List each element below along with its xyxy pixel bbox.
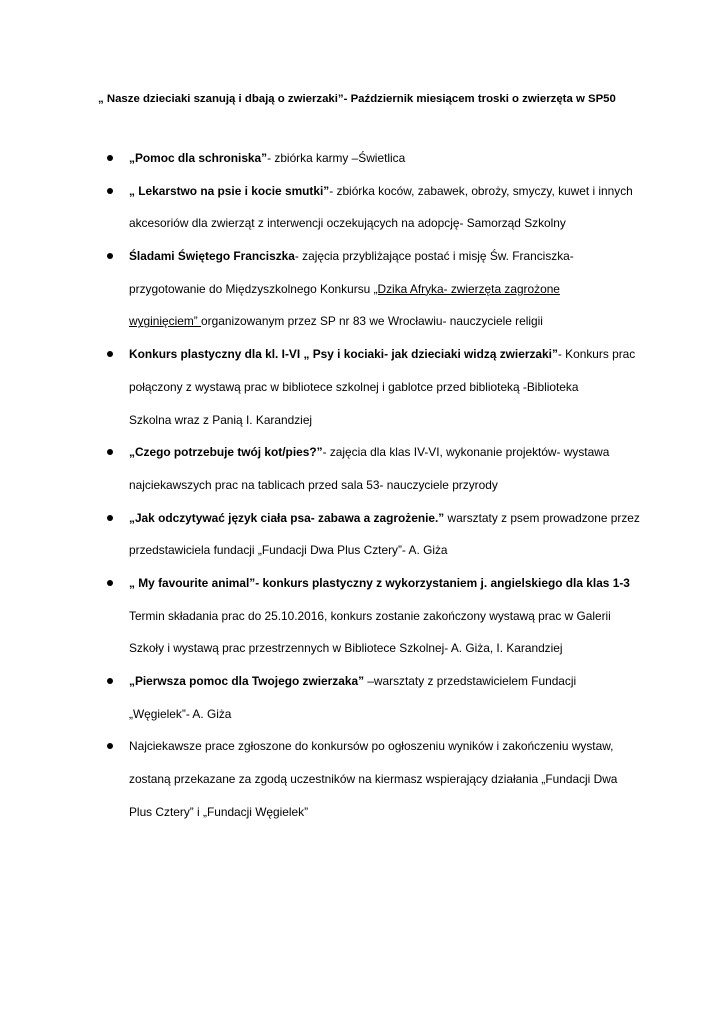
list-item-line xyxy=(129,279,649,312)
item-text: organizowanym przez SP nr 83 we Wrocławiu- nauczyciele religii xyxy=(201,314,543,329)
page-title: „ Nasze dzieciaki szanują i dbają o zwierzaki”- Październik miesiącem troski o zwierzęta w SP50 xyxy=(98,93,616,105)
item-text: - Konkurs prac xyxy=(557,347,636,362)
list-item-line xyxy=(129,148,649,181)
list-item-line xyxy=(129,442,649,475)
list-item-line: Szkolna wraz z Panią I. Karandziej xyxy=(129,412,313,427)
list-item-line: akcesoriów dla zwierząt z interwencji oczekujących na adopcję- Samorząd Szkolny xyxy=(129,216,566,231)
list-item-line: Szkoły i wystawą prac przestrzennych w Bibliotece Szkolnej- A. Giża, I. Karandziej xyxy=(129,641,563,656)
list-item-line: przedstawiciela fundacji „Fundacji Dwa Plus Cztery”- A. Giża xyxy=(129,543,448,558)
item-text: przygotowanie do Międzyszkolnego Konkursu xyxy=(129,281,374,296)
bullet-icon xyxy=(107,351,113,357)
list-item-line: zostaną przekazane za zgodą uczestników na kiermasz wspierający działania „Fundacji Dwa xyxy=(129,772,618,787)
list-item-line: najciekawszych prac na tablicach przed sala 53- nauczyciele przyrody xyxy=(129,477,498,492)
bullet-icon xyxy=(107,188,113,194)
item-text: –warsztaty z przedstawicielem Fundacji xyxy=(364,674,577,688)
item-text: - zajęcia przybliżające postać i misję Św. Franciszka- xyxy=(294,249,574,264)
list-item-line: Plus Cztery” i „Fundacji Węgielek” xyxy=(129,804,309,819)
item-text: - zbiórka koców, zabawek, obroży, smyczy, kuwet i innych xyxy=(329,183,633,198)
list-item-line xyxy=(129,671,649,704)
item-heading: Konkurs plastyczny dla kl. I-VI „ Psy i kociaki- jak dzieciaki widzą zwierzaki” xyxy=(129,347,558,362)
bullet-icon xyxy=(107,743,113,749)
list-item-line: „Węgielek”- A. Giża xyxy=(129,706,232,721)
item-heading: „Pomoc dla schroniska” xyxy=(129,151,268,165)
list-item-line: połączony z wystawą prac w bibliotece szkolnej i gablotce przed biblioteką -Biblioteka xyxy=(129,379,579,394)
list-item-line: Najciekawsze prace zgłoszone do konkursów po ogłoszeniu wyników i zakończeniu wystaw, xyxy=(129,739,614,754)
item-heading: „Pierwsza pomoc dla Twojego zwierzaka” xyxy=(129,674,365,688)
item-text: warsztaty z psem prowadzone przez xyxy=(444,510,640,525)
list-item-st-francis xyxy=(0,246,649,344)
item-heading: „Jak odczytywać język ciała psa- zabawa a zagrożenie.” xyxy=(129,510,445,525)
bullet-icon xyxy=(107,515,113,521)
list-item-line xyxy=(129,246,649,279)
list-item-dog-body-language xyxy=(0,508,649,573)
list-item-line: Termin składania prac do 25.10.2016, konkurs zostanie zakończony wystawą prac w Galerii xyxy=(129,608,611,623)
list-item-art-contest xyxy=(0,344,649,442)
list-item-shelter-help xyxy=(0,148,649,181)
list-item-medicine-collection xyxy=(0,181,649,246)
list-item-line xyxy=(129,508,649,541)
item-text: - zajęcia dla klas IV-VI, wykonanie projektów- wystawa xyxy=(322,445,610,460)
bullet-icon xyxy=(107,155,113,161)
item-heading: „ Lekarstwo na psie i kocie smutki” xyxy=(129,183,330,198)
list-item-charity-fair xyxy=(0,736,649,834)
item-heading: „Czego potrzebuje twój kot/pies?” xyxy=(129,445,323,460)
list-item-favourite-animal xyxy=(0,573,649,671)
list-item-first-aid xyxy=(0,671,649,736)
item-heading: „ My favourite animal”- konkurs plastyczny z wykorzystaniem j. angielskiego dla klas 1-3 xyxy=(129,575,630,590)
bullet-icon xyxy=(107,580,113,586)
list-item-line xyxy=(129,344,649,377)
item-heading: Śladami Świętego Franciszka xyxy=(129,249,295,264)
bullet-icon xyxy=(107,678,113,684)
activity-list xyxy=(0,148,725,834)
item-text: - zbiórka karmy –Świetlica xyxy=(267,151,406,165)
list-item-line xyxy=(129,311,649,344)
bullet-icon xyxy=(107,449,113,455)
contest-name-underlined: „Dzika Afryka- zwierzęta zagrożone xyxy=(373,281,560,296)
list-item-pet-needs xyxy=(0,442,649,507)
bullet-icon xyxy=(107,253,113,259)
list-item-line xyxy=(129,181,649,214)
contest-name-underlined: wyginięciem” xyxy=(129,314,202,329)
